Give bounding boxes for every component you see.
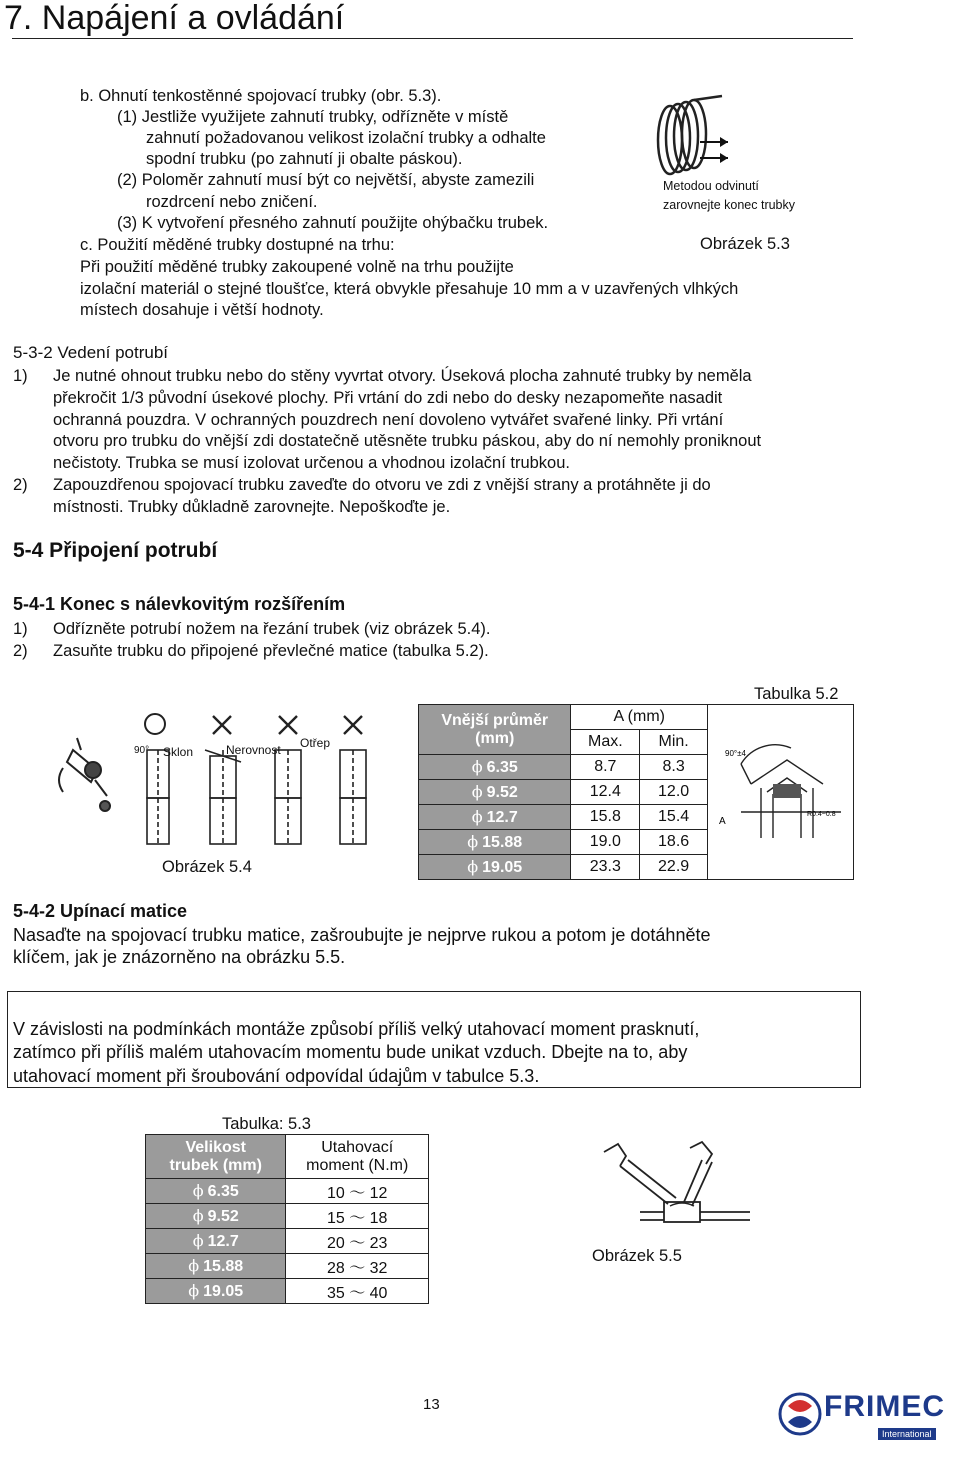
table-row: ϕ 6.35 10 ～ 12 (146, 1179, 429, 1204)
section-b-line: (2) Poloměr zahnutí musí být co největší, abyste zamezili (117, 171, 535, 189)
diagram-a: A (718, 815, 726, 827)
frimec-logo (770, 1380, 950, 1448)
warning-line: zatímco při příliš malém utahovacím momentu bude unikat vzduch. Dbejte na to, aby (13, 1042, 688, 1062)
table-row: ϕ 19.05 35 ～ 40 (146, 1279, 429, 1304)
section-b-line: (1) Jestliže využijete zahnutí trubky, odřízněte v místě (117, 108, 509, 126)
section-542-line: klíčem, jak je znázorněno na obrázku 5.5. (13, 947, 346, 967)
section-b-line: rozdrcení nebo zničení. (146, 193, 318, 211)
section-532-line: Zapouzdřenou spojovací trubku zaveďte do otvoru ve zdi z vnější strany a protáhněte ji do (53, 476, 711, 494)
fig53-note: zarovnejte konec trubky (663, 198, 796, 212)
table-5-2 (418, 704, 854, 880)
section-b-line: zahnutí požadovanou velikost izolační trubky a odhalte (146, 129, 546, 147)
section-b-line: (3) K vytvoření přesného zahnutí použijte ohýbačku trubek. (117, 214, 549, 232)
table-row: ϕ 19.05 23.3 22.9 (419, 855, 854, 880)
logo-subtext: International (878, 1428, 936, 1440)
section-532-line: otvoru pro trubku do vnější zdi dostatečně utěsněte trubku páskou, aby do ní nemohly proniknout (53, 432, 762, 450)
table52-head-a: A (mm) (571, 705, 708, 730)
table-row: ϕ 12.7 15.8 15.4 (419, 805, 854, 830)
table52-head-min: Min. (640, 730, 708, 755)
item-number: 1) (13, 367, 28, 385)
section-541-heading: 5-4-1 Konec s nálevkovitým rozšířením (13, 594, 346, 614)
header-divider (12, 38, 853, 39)
table52-head-outer: Vnější průměr (mm) (419, 705, 571, 755)
warning-line: V závislosti na podmínkách montáže způsobí příliš velký utahovací moment prasknutí, (13, 1019, 700, 1039)
table53-caption: Tabulka: 5.3 (222, 1115, 311, 1133)
table-row: ϕ 15.88 19.0 18.6 (419, 830, 854, 855)
flare-diagram-cell (708, 705, 854, 880)
flare-diagram (711, 720, 851, 860)
label-otrep: Otřep (300, 736, 331, 750)
section-532-line: ochranná pouzdra. V ochranných pouzdrech není dovoleno vytvářet svařené linky. Při vrtání (53, 411, 724, 429)
pipe-cutting-illustration (55, 710, 375, 860)
table52-caption: Tabulka 5.2 (754, 685, 839, 703)
section-532-heading: 5-3-2 Vedení potrubí (13, 343, 169, 362)
table53-head-torque: Utahovací moment (N.m) (286, 1135, 429, 1179)
page-number: 13 (423, 1396, 440, 1413)
label-sklon: Sklon (163, 745, 194, 759)
section-c-title: c. Použití měděné trubky dostupné na trhu: (80, 236, 395, 254)
diagram-angle: 90°±4 (724, 748, 746, 758)
coiled-pipe-illustration (630, 92, 745, 184)
table53-head-size: Velikost trubek (mm) (146, 1135, 286, 1179)
diagram-radius: R0.4~0.8 (806, 810, 836, 818)
fig53-caption: Obrázek 5.3 (700, 235, 790, 253)
section-c-line: místech dosahuje i větší hodnoty. (80, 301, 324, 319)
table-row: ϕ 9.52 15 ～ 18 (146, 1204, 429, 1229)
item-number: 1) (13, 620, 28, 638)
section-541-line: Zasuňte trubku do připojené převlečné matice (tabulka 5.2). (53, 642, 489, 660)
fig53-note: Metodou odvinutí (663, 179, 759, 193)
label-nerovnost: Nerovnost (226, 743, 281, 757)
ok-circle-icon (145, 714, 165, 734)
table52-head-max: Max. (571, 730, 640, 755)
section-b-title: b. Ohnutí tenkostěnné spojovací trubky (obr. 5.3). (80, 87, 442, 105)
table-row: ϕ 9.52 12.4 12.0 (419, 780, 854, 805)
section-54-heading: 5-4 Připojení potrubí (13, 539, 218, 562)
logo-text: FRIMEC (824, 1390, 945, 1423)
wrench-tightening-illustration (580, 1140, 780, 1240)
section-c-line: Při použití měděné trubky zakoupené volně na trhu použijte (80, 258, 514, 276)
section-b-line: spodní trubku (po zahnutí ji obalte páskou). (146, 150, 463, 168)
section-542-line: Nasaďte na spojovací trubku matice, zašroubujte je nejprve rukou a potom je dotáhněte (13, 925, 711, 945)
item-number: 2) (13, 476, 28, 494)
table-row: ϕ 12.7 20 ～ 23 (146, 1229, 429, 1254)
angle-label: 90° (134, 745, 150, 756)
item-number: 2) (13, 642, 28, 660)
section-532-line: Je nutné ohnout trubku nebo do stěny vyvrtat otvory. Úseková plocha zahnuté trubky by neměla (53, 367, 752, 385)
warning-line: utahovací moment při šroubování odpovídal údajům v tabulce 5.3. (13, 1066, 540, 1086)
table-5-3 (145, 1134, 429, 1304)
section-532-line: nečistoty. Trubka se musí izolovat určenou a vhodnou izolační trubkou. (53, 454, 570, 472)
table-row: ϕ 15.88 28 ～ 32 (146, 1254, 429, 1279)
fig54-caption: Obrázek 5.4 (162, 858, 252, 876)
section-532-line: překročit 1/3 původní úsekové plochy. Při vrtání do zdi nebo do desky nezapomeňte nasadit (53, 389, 723, 407)
section-532-line: místnosti. Trubky důkladně zarovnejte. Nepoškoďte je. (53, 498, 451, 516)
section-c-line: izolační materiál o stejné tloušťce, která obvykle přesahuje 10 mm a v uzavřených vlhkých (80, 280, 739, 298)
page-title: 7. Napájení a ovládání (4, 0, 345, 37)
section-542-heading: 5-4-2 Upínací matice (13, 901, 188, 921)
section-541-line: Odřízněte potrubí nožem na řezání trubek (viz obrázek 5.4). (53, 620, 491, 638)
fig55-caption: Obrázek 5.5 (592, 1247, 682, 1265)
table-row: ϕ 6.35 8.7 8.3 (419, 755, 854, 780)
